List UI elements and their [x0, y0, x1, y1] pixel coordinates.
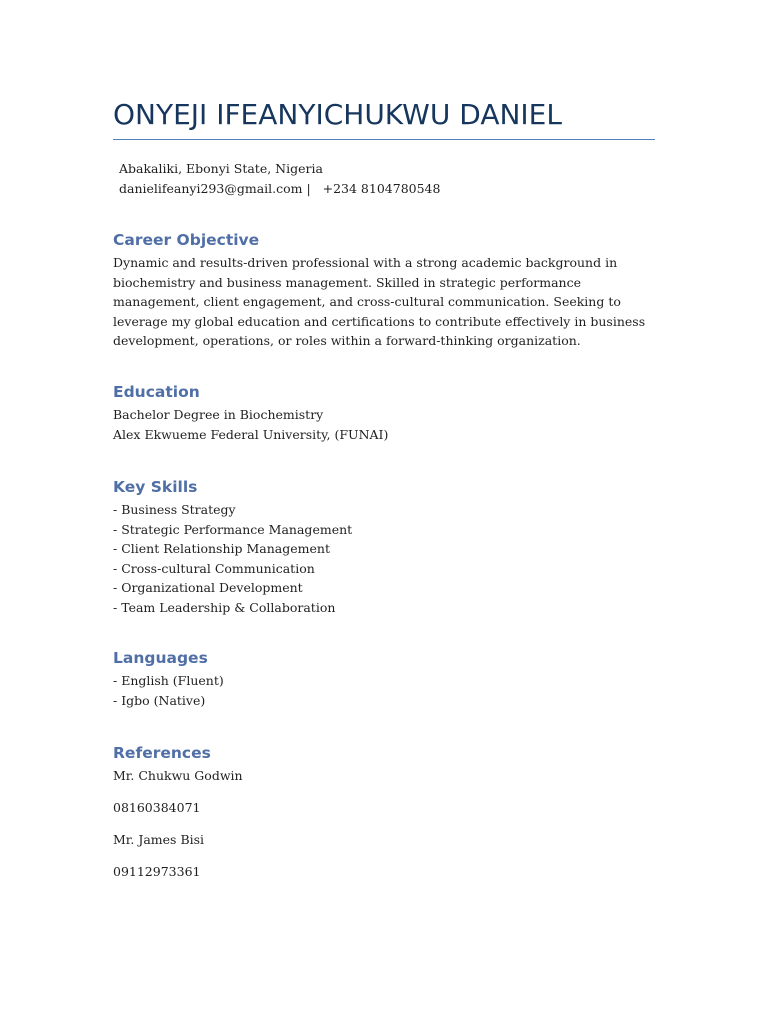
- skill-item: - Strategic Performance Management: [113, 521, 353, 537]
- reference-phone: 08160384071: [113, 800, 201, 815]
- skill-item: - Team Leadership & Collaboration: [113, 599, 336, 615]
- key-skills-section: [113, 476, 655, 617]
- candidate-name: ONYEJI IFEANYICHUKWU DANIEL: [113, 98, 562, 131]
- skill-item: - Business Strategy: [113, 502, 236, 517]
- language-item: - Igbo (Native): [113, 692, 206, 708]
- reference-name: Mr. James Bisi: [113, 832, 205, 847]
- contact-line: [119, 179, 440, 199]
- languages-section: [113, 647, 655, 710]
- education-heading: Education: [113, 383, 200, 401]
- language-item: - English (Fluent): [113, 673, 224, 688]
- career-objective-section: [113, 229, 655, 351]
- reference-phone: 09112973361: [113, 864, 201, 879]
- reference-name: Mr. Chukwu Godwin: [113, 768, 243, 783]
- references-heading: References: [113, 744, 211, 762]
- key-skills-heading: Key Skills: [113, 478, 198, 496]
- email-link[interactable]: danielifeanyi293@gmail.com: [119, 180, 303, 196]
- skill-item: - Organizational Development: [113, 580, 303, 595]
- references-section: [113, 742, 655, 894]
- career-objective-text: Dynamic and results-driven professional with a strong academic background in biochemistry and business management. Skilled in strategic performance management, client engagement, and cross-cultural communication. Seeking to leverage my global education and certifications to contribute effectively in business development, operations, or roles within a forward-thinking organization.: [113, 255, 646, 348]
- career-objective-heading: Career Objective: [113, 231, 260, 249]
- education-degree: Bachelor Degree in Biochemistry: [113, 407, 324, 422]
- phone-number[interactable]: +234 8104780548: [322, 180, 441, 196]
- skill-item: - Client Relationship Management: [113, 541, 330, 556]
- contact-separator: |: [306, 180, 311, 196]
- education-school: Alex Ekwueme Federal University, (FUNAI): [113, 426, 389, 442]
- contact-block: [119, 159, 440, 198]
- location-text: Abakaliki, Ebonyi State, Nigeria: [119, 161, 323, 176]
- languages-heading: Languages: [113, 649, 208, 667]
- education-section: [113, 381, 655, 444]
- header-divider: [113, 139, 655, 140]
- skill-item: - Cross-cultural Communication: [113, 560, 315, 576]
